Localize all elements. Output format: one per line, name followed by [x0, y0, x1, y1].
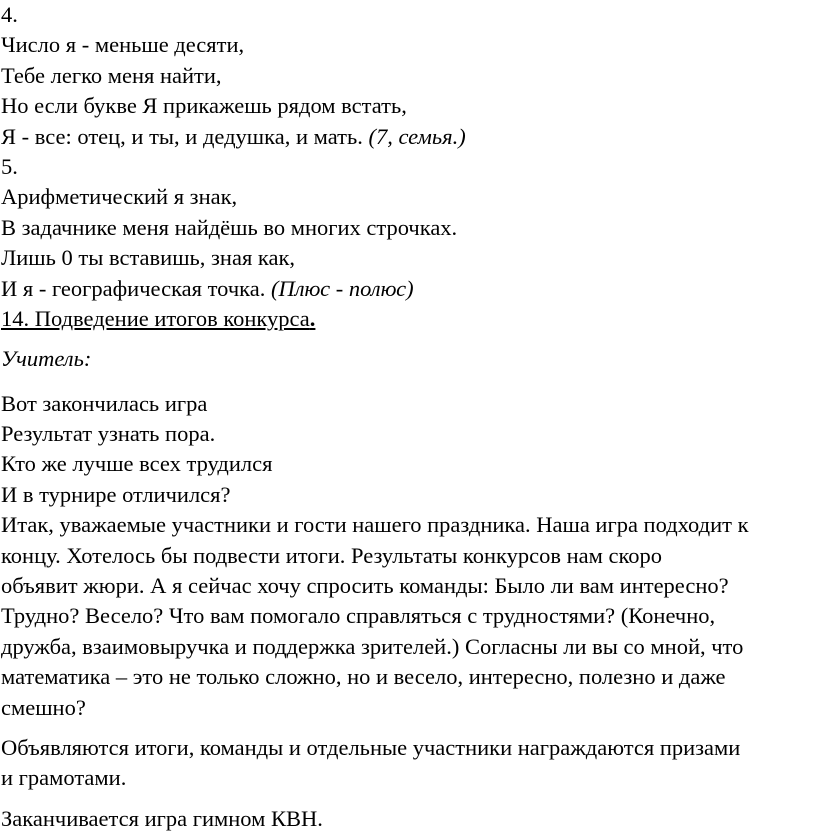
speech-line: Итак, уважаемые участники и гости нашего праздника. Наша игра подходит к — [1, 512, 749, 538]
poem — [1, 389, 816, 511]
riddle-line-with-answer — [1, 274, 816, 304]
riddle-line: И я - географическая точка. — [1, 275, 271, 301]
speaker-label: Учитель: — [1, 346, 92, 372]
riddle-4 — [1, 0, 816, 152]
riddle-line: Я - все: отец, и ты, и дедушка, и мать. — [1, 123, 369, 149]
riddle-line: Лишь 0 ты вставишь, зная как, — [1, 245, 296, 271]
teacher-speech — [1, 510, 816, 723]
spacer — [1, 723, 816, 733]
section-title-dot: . — [309, 305, 316, 331]
riddle-answer: (Плюс - полюс) — [270, 275, 414, 301]
spacer — [1, 334, 816, 344]
spacer — [1, 375, 816, 389]
riddle-answer: (7, семья.) — [368, 123, 466, 149]
spacer — [1, 794, 816, 804]
riddle-line: Арифметический я знак, — [1, 184, 238, 210]
speech-line: объявит жюри. А я сейчас хочу спросить команды: Было ли вам интересно? — [1, 573, 729, 599]
closing-line: Заканчивается игра гимном КВН. — [1, 805, 323, 831]
document-page — [1, 0, 816, 834]
speech-line: Трудно? Весело? Что вам помогало справляться с трудностями? (Конечно, — [1, 603, 716, 629]
riddle-line: В задачнике меня найдёшь во многих строчках. — [1, 214, 458, 240]
riddle-line-with-answer — [1, 122, 816, 152]
results-line: и грамотами. — [1, 765, 127, 791]
riddle-number: 4. — [1, 2, 18, 27]
poem-line: И в турнире отличился? — [1, 481, 231, 507]
section-title — [1, 304, 816, 334]
riddle-line: Число я - меньше десяти, — [1, 32, 245, 58]
poem-line: Вот закончилась игра — [1, 390, 208, 416]
speech-line: смешно? — [1, 694, 86, 720]
speech-line: дружба, взаимовыручка и поддержка зрителей.) Согласны ли вы со мной, что — [1, 633, 744, 659]
poem-line: Кто же лучше всех трудился — [1, 451, 273, 477]
poem-line: Результат узнать пора. — [1, 421, 216, 447]
riddle-number: 5. — [1, 153, 18, 179]
speech-line: концу. Хотелось бы подвести итоги. Результаты конкурсов нам скоро — [1, 542, 663, 568]
results-line: Объявляются итоги, команды и отдельные участники награждаются призами — [1, 734, 741, 760]
section-title-text: 14. Подведение итогов конкурса — [1, 305, 310, 331]
riddle-5 — [1, 152, 816, 304]
riddle-line: Тебе легко меня найти, — [1, 62, 222, 88]
speech-line: математика – это не только сложно, но и весело, интересно, полезно и даже — [1, 664, 726, 690]
results-paragraph — [1, 733, 816, 794]
riddle-line: Но если букве Я прикажешь рядом встать, — [1, 93, 407, 119]
